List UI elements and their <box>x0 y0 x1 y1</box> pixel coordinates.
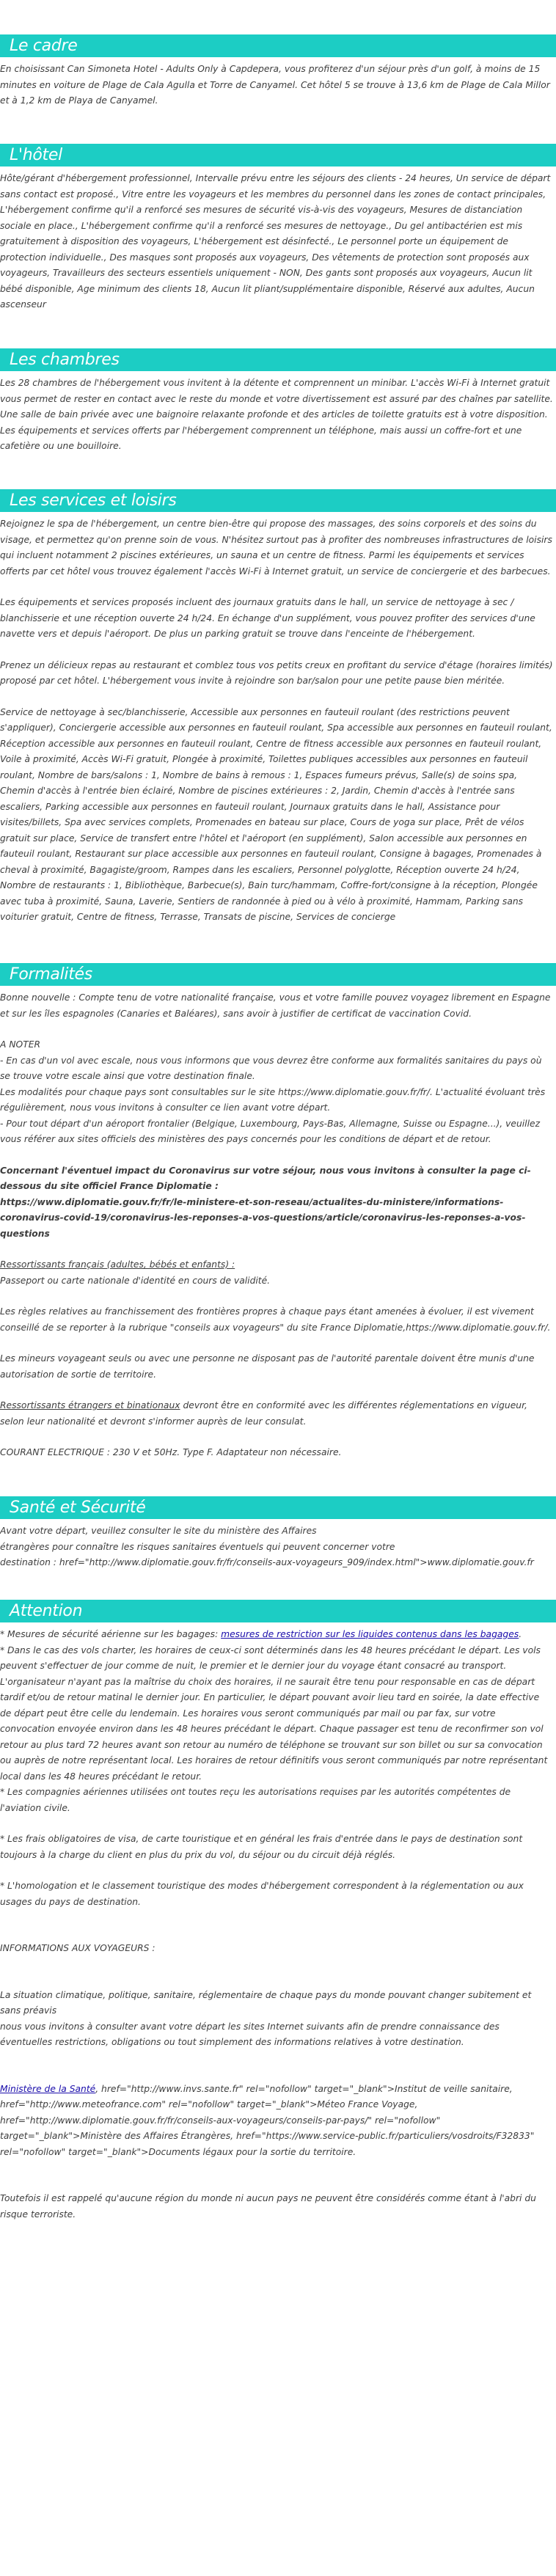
frais-visa-text: * Les frais obligatoires de visa, de carte touristique et en général les frais d'entrée dans le pays de destination sont toujours à la charge du client en plus du prix du vol, du séjour ou du circuit déjà réglés. <box>0 1834 523 1860</box>
cadre-text: En choisissant Can Simoneta Hotel - Adults Only à Capdepera, vous profiterez d'un séjour près d'un golf, à moins de 15 minutes en voiture de Plage de Cala Agulla et Torre de Canyamel. Cet hôtel 5 se trouve à 13,6 km de Plage de Cala Millor et à 1,2 km de Playa de Canyamel. <box>0 64 550 106</box>
section-title-services: Les services et loisirs <box>10 491 177 510</box>
situation-climatique-text: La situation climatique, politique, sanitaire, réglementaire de chaque pays du monde pouvant changer subitement et sans préavis <box>0 1989 532 2016</box>
securite-bagages-text: * Mesures de sécurité aérienne sur les bagages: <box>0 1629 222 1639</box>
chambres-text: Les 28 chambres de l'hébergement vous invitent à la détente et comprennent un minibar. L'accès Wi-Fi à Internet gratuit vous permet de rester en contact avec le reste du monde et votre divertissement est assuré par des chaînes par satellite. Une salle de bain privée avec une baignoire relaxante profonde et des articles de toilette gratuits est à votre disposition. Les équipements et services offerts par l'hébergement comprennent un téléphone, mais aussi un coffre-fort et une cafetière ou une bouilloire. <box>0 378 553 451</box>
services-paragraph-1: Rejoignez le spa de l'hébergement, un centre bien-être qui propose des massages, des soins corporels et des soins du visage, et permettez qu'on prenne soin de vous. N'hésitez surtout pas à profiter des nombreuses infrastructures de loisirs qui incluent notamment 2 piscines extérieures, un sauna et un centre de fitness. Parmi les équipements et services offerts par cet hôtel vous trouvez également l'accès Wi-Fi à Internet gratuit, un service de conciergerie et des barbecues. <box>0 519 552 577</box>
section-title-sante: Santé et Sécurité <box>10 1499 146 1517</box>
risque-terroriste-text: Toutefois il est rappelé qu'aucune région du monde ni aucun pays ne peuvent être considérés comme étant à l'abri du risque terroriste. <box>0 2193 536 2220</box>
foreign-nationals-paragraph <box>0 1398 553 1430</box>
ministere-sante-link[interactable]: Ministère de la Santé <box>0 2083 96 2094</box>
section-body-hotel <box>0 171 553 313</box>
french-nationals-text: Passeport ou carte nationale d'identité en cours de validité. <box>0 1275 271 1286</box>
services-paragraph-2: Les équipements et services proposés incluent des journaux gratuits dans le hall, un service de nettoyage à sec / blanchisserie et une réception ouverte 24 h/24. En échange d'un supplément, vous pouvez profiter des services d'une navette vers et depuis l'aéroport. De plus un parking gratuit se trouve dans l'enceinte de l'hébergement. <box>0 597 535 639</box>
french-nationals-heading: Ressortissants français (adultes, bébés et enfants) : <box>0 1259 235 1270</box>
services-paragraph-3: Prenez un délicieux repas au restaurant et comblez tous vos petits creux en profitant du service d'étage (horaires limités) proposé par cet hôtel. L'hébergement vous invite à rejoindre son bar/salon pour une petite pause bien méritée. <box>0 659 553 686</box>
foreign-nationals-text: devront être en conformité avec les différentes réglementations en vigueur, selon leur nationalité et devront s'informer auprès de leur consulat. <box>0 1400 527 1427</box>
section-header-cadre <box>0 34 556 57</box>
foreign-nationals-heading: Ressortissants étrangers et binationaux <box>0 1400 180 1410</box>
sante-line-2: étrangères pour connaître les risques sanitaires éventuels qui peuvent concerner votre <box>0 1541 395 1552</box>
frontieres-text: Les règles relatives au franchissement des frontières propres à chaque pays étant amenées à évoluer, il est vivement conseillé de se reporter à la rubrique "conseils aux voyageurs" du site France Diplomatie,https://www.diplomatie.gouv.fr/. <box>0 1306 551 1333</box>
section-body-cadre <box>0 62 553 109</box>
section-body-formalites <box>0 990 553 1461</box>
homologation-text: * L'homologation et le classement touristique des modes d'hébergement correspondent à la réglementation ou aux usages du pays de destination. <box>0 1881 524 1907</box>
informations-voyageurs-heading: INFORMATIONS AUX VOYAGEURS : <box>0 1943 156 1953</box>
sante-line-1: Avant votre départ, veuillez consulter le site du ministère des Affaires <box>0 1526 317 1536</box>
section-header-hotel <box>0 144 556 167</box>
section-title-hotel: L'hôtel <box>10 146 62 164</box>
section-header-chambres <box>0 348 556 371</box>
liens-officiels-text: , href="http://www.invs.sante.fr" rel="nofollow" target="_blank">Institut de veille sanitaire, href="http://www.meteofrance.com" rel="nofollow" target="_blank">Méteo France Voyage, href="http://www.diplomatie.gouv.fr/fr/conseils-aux-voyageurs/conseils-par-pays/" rel="nofollow" target="_blank">Ministère des Affaires Étrangères, href="https://www.service-public.fr/particuliers/vosdroits/F32833" rel="nofollow" target="_blank">Documents légaux pour la sortie du territoire. <box>0 2083 535 2157</box>
liquides-restriction-link[interactable]: mesures de restriction sur les liquides contenus dans les bagages <box>221 1629 519 1639</box>
section-title-attention: Attention <box>10 1602 83 1620</box>
mineurs-text: Les mineurs voyageant seuls ou avec une personne ne disposant pas de l'autorité parentale doivent être munis d'une autorisation de sortie de territoire. <box>0 1353 535 1380</box>
securite-bagages <box>0 1627 553 1643</box>
covid-url: https://www.diplomatie.gouv.fr/fr/le-ministere-et-son-reseau/actualites-du-ministere/informations-coronavirus-covid-19/coronavirus-les-reponses-a-vos-questions/article/coronavirus-les-reponses-a-vos-questions <box>0 1196 526 1239</box>
services-paragraph-4: Service de nettoyage à sec/blanchisserie, Accessible aux personnes en fauteuil roulant (des restrictions peuvent s'appliquer), Conciergerie accessible aux personnes en fauteuil roulant, Spa accessible aux personnes en fauteuil roulant, Réception accessible aux personnes en fauteuil roulant, Centre de fitness accessible aux personnes en fauteuil roulant, Voile à proximité, Accès Wi-Fi gratuit, Plongée à proximité, Toilettes publiques accessibles aux personnes en fauteuil roulant, Nombre de bars/salons : 1, Nombre de bains à remous : 1, Espaces fumeurs prévus, Salle(s) de soins spa, Chemin d'accès à l'entrée bien éclairé, Nombre de piscines extérieures : 2, Jardin, Chemin d'accès à l'entrée sans escaliers, Parking accessible aux personnes en fauteuil roulant, Journaux gratuits dans le hall, Assistance pour visites/billets, Spa avec services complets, Promenades en bateau sur place, Cours de yoga sur place, Prêt de vélos gratuit sur place, Service de transfert entre l'hôtel et l'aéroport (en supplément), Salon accessible aux personnes en fauteuil roulant, Restaurant sur place accessible aux personnes en fauteuil roulant, Consigne à bagages, Promenades à cheval à proximité, Bagagiste/groom, Rampes dans les escaliers, Personnel polyglotte, Réception ouverte 24 h/24, Nombre de restaurants : 1, Bibliothèque, Barbecue(s), Bain turc/hammam, Coffre-fort/consigne à la réception, Plongée avec tuba à proximité, Sauna, Laverie, Sentiers de randonnée à pied ou à vélo à proximité, Hammam, Parking sans voiturier gratuit, Centre de fitness, Terrasse, Transats de piscine, Services de concierge <box>0 706 552 922</box>
vols-charter-text: * Dans le cas des vols charter, les horaires de ceux-ci sont déterminés dans les 48 heures précédant le départ. Les vols peuvent s'effectuer de jour comme de nuit, le premier et le dernier jour du voyage étant consacré au transport. L'organisateur n'ayant pas la maîtrise du choix des horaires, il ne saurait être tenu pour responsable en cas de départ tardif et/ou de retour matinal le dernier jour. En particulier, le départ pouvant avoir lieu tard en soirée, la date effective de départ peut être celle du lendemain. Les horaires vous seront communiqués par mail ou par fax, sur votre convocation envoyée environ dans les 48 heures précédant le départ. Chaque passager est tenu de reconfirmer son vol retour au plus tard 72 heures avant son retour au numéro de téléphone se trouvant sur son billet ou sur sa convocation ou auprès de notre représentant local. Les horaires de retour définitifs vous seront communiqués par notre représentant local dans les 48 heures précédant le retour. <box>0 1644 548 1782</box>
section-body-services <box>0 516 553 926</box>
note-aeroport-frontalier: - Pour tout départ d'un aéroport frontalier (Belgique, Luxembourg, Pays-Bas, Allemagne, Suisse ou Espagne...), veuillez vous référer aux sites officiels des ministères des pays concernés pour les conditions de départ et de retour. <box>0 1118 541 1144</box>
securite-bagages-end: . <box>519 1629 522 1639</box>
section-header-services <box>0 489 556 512</box>
courant-electrique: COURANT ELECTRIQUE : 230 V et 50Hz. Type F. Adaptateur non nécessaire. <box>0 1447 342 1457</box>
section-body-attention <box>0 1627 553 2222</box>
sante-line-3: destination : href="http://www.diplomatie.gouv.fr/fr/conseils-aux-voyageurs_909/index.html">www.diplomatie.gouv.fr <box>0 1557 534 1567</box>
consultation-sites-text: nous vous invitons à consulter avant votre départ les sites Internet suivants afin de prendre connaissance des éventuelles restrictions, obligations ou tout simplement des informations relatives à votre destination. <box>0 2021 500 2047</box>
liens-officiels <box>0 2082 553 2161</box>
section-title-cadre: Le cadre <box>10 37 78 55</box>
section-title-chambres: Les chambres <box>10 351 120 369</box>
compagnies-text: * Les compagnies aériennes utilisées ont toutes reçu les autorisations requises par les autorités compétentes de l'aviation civile. <box>0 1787 511 1813</box>
note-heading: A NOTER <box>0 1039 41 1050</box>
section-body-sante <box>0 1523 553 1571</box>
note-modalites: Les modalités pour chaque pays sont consultables sur le site https://www.diplomatie.gouv.fr/fr/. L'actualité évoluant très régulièrement, nous vous invitons à consulter ce lien avant votre départ. <box>0 1086 546 1113</box>
section-body-chambres <box>0 376 553 455</box>
note-escale: - En cas d'un vol avec escale, nous vous informons que vous devrez être conforme aux formalités sanitaires du pays où se trouve votre escale ainsi que votre destination finale. <box>0 1055 542 1081</box>
formalites-intro: Bonne nouvelle : Compte tenu de votre nationalité française, vous et votre famille pouvez voyagez librement en Espagne et sur les îles espagnoles (Canaries et Baléares), sans avoir à justifier de certificat de vaccination Covid. <box>0 992 551 1019</box>
covid-notice: Concernant l'éventuel impact du Coronavirus sur votre séjour, nous vous invitons à consulter la page ci-dessous du site officiel France Diplomatie : <box>0 1165 531 1191</box>
section-title-formalites: Formalités <box>10 965 92 984</box>
section-header-formalites <box>0 963 556 986</box>
section-header-sante <box>0 1496 556 1519</box>
hotel-text: Hôte/gérant d'hébergement professionnel, Intervalle prévu entre les séjours des clients - 24 heures, Un service de départ sans contact est proposé., Vitre entre les voyageurs et les membres du personnel dans les zones de contact principales, L'hébergement confirme qu'il a renforcé ses mesures de sécurité vis-à-vis des voyageurs, Mesures de distanciation sociale en place., L'hébergement confirme qu'il a renforcé ses mesures de nettoyage., Du gel antibactérien est mis gratuitement à disposition des voyageurs, L'hébergement est désinfecté., Le personnel porte un équipement de protection individuelle., Des masques sont proposés aux voyageurs, Des vêtements de protection sont proposés aux voyageurs, Travailleurs des secteurs essentiels uniquement - NON, Des gants sont proposés aux voyageurs, Aucun lit bébé disponible, Age minimum des clients 18, Aucun lit pliant/supplémentaire disponible, Réservé aux adultes, Aucun ascenseur <box>0 173 551 310</box>
section-header-attention <box>0 1600 556 1622</box>
